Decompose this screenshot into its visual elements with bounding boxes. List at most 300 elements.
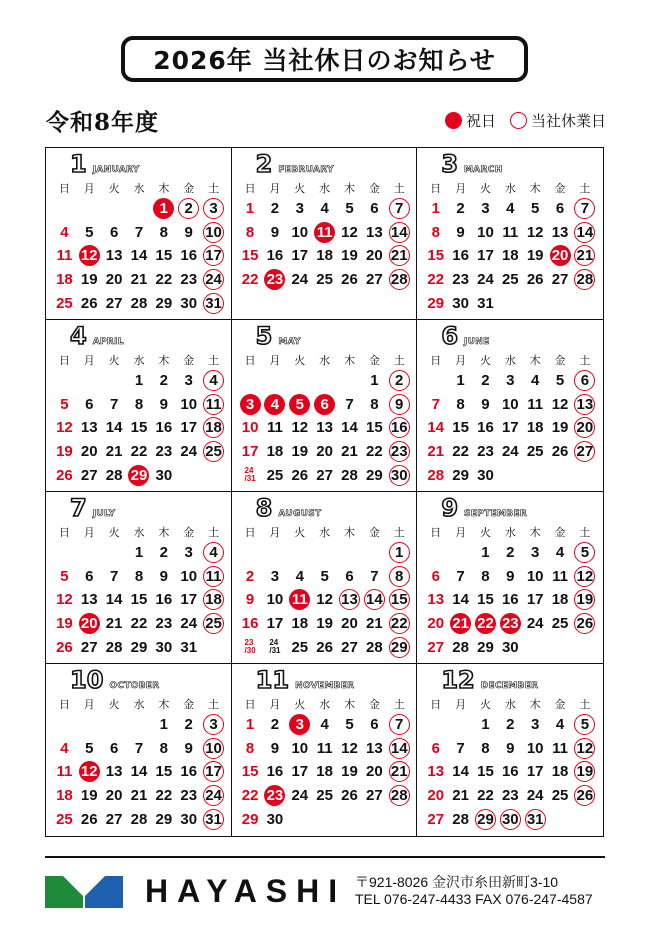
weekday-label: 金: [368, 698, 380, 711]
day-cell: 17: [477, 247, 494, 265]
day-cell: 14: [452, 591, 469, 609]
day-cell: 25: [551, 615, 569, 633]
day-cell: 9: [159, 567, 169, 585]
weekday-header: [423, 352, 597, 368]
weekday-label: 火: [294, 354, 306, 367]
day-cell: 2: [270, 200, 280, 218]
day-cell: 28: [105, 638, 123, 656]
weekday-header: [238, 352, 412, 368]
day-cell: 22: [130, 615, 148, 633]
day-cell: 16: [180, 763, 198, 781]
weekday-label: 金: [368, 182, 380, 195]
weekday-label: 火: [294, 182, 306, 195]
day-cell: 18: [291, 615, 309, 633]
empty-day: [52, 541, 77, 565]
weekday-label: 水: [133, 698, 145, 711]
weekday-label: 水: [319, 354, 331, 367]
day-cell: 24: [291, 787, 309, 805]
day-cell: 27: [427, 810, 445, 828]
day-cell: 22: [387, 612, 412, 636]
day-cell: 2: [506, 544, 515, 562]
day-grid: [423, 197, 597, 315]
day-cell: 27: [80, 638, 98, 656]
day-cell: 8: [431, 223, 440, 241]
empty-day: [287, 369, 312, 393]
day-cell: 12: [526, 223, 544, 241]
day-cell: 23: [387, 440, 412, 464]
day-cell: 14: [105, 591, 123, 609]
day-cell: 11: [552, 739, 568, 757]
day-cell: 18: [266, 443, 284, 461]
day-cell: 1: [481, 716, 490, 734]
month-name: NOVEMBER: [295, 681, 355, 691]
day-cell: 2: [159, 544, 169, 562]
day-cell: 7: [109, 395, 119, 413]
day-cell: 29: [155, 810, 173, 828]
day-cell: 6: [370, 200, 379, 218]
weekday-label: 月: [269, 354, 281, 367]
day-cell: 9: [184, 739, 193, 757]
day-cell: 22: [366, 443, 383, 461]
day-cell: 6: [431, 739, 440, 757]
day-grid: [52, 197, 226, 315]
day-cell: 25: [266, 466, 284, 484]
day-cell: 13: [80, 591, 98, 609]
day-cell: 15: [241, 247, 259, 265]
day-cell: 19: [56, 443, 73, 461]
day-cell: 9: [506, 567, 515, 585]
day-cell: 25: [551, 787, 569, 805]
day-cell: 31: [180, 638, 198, 656]
day-cell: 30: [266, 810, 284, 828]
weekday-label: 月: [83, 698, 95, 711]
empty-day: [52, 713, 77, 737]
day-cell: 8: [134, 567, 144, 585]
weekday-label: 火: [479, 526, 491, 539]
day-grid: [52, 369, 226, 487]
day-cell: 15: [477, 591, 494, 609]
weekday-label: 水: [504, 182, 516, 195]
weekday-label: 土: [393, 182, 405, 195]
day-grid: [423, 713, 597, 831]
day-cell: 2: [481, 372, 490, 390]
day-cell: 6: [312, 393, 337, 417]
day-cell: 11: [287, 588, 312, 612]
day-cell: 7: [109, 567, 119, 585]
weekday-label: 月: [83, 182, 95, 195]
day-cell: 24: [291, 271, 309, 289]
empty-day: [77, 713, 102, 737]
day-cell: 25: [201, 440, 226, 464]
weekday-label: 金: [554, 698, 566, 711]
day-cell: 2: [456, 200, 465, 218]
month-number: 9: [441, 494, 459, 522]
weekday-label: 日: [244, 354, 256, 367]
day-cell: 4: [320, 200, 329, 218]
month-april: [46, 320, 232, 492]
day-cell: 3: [201, 197, 226, 221]
day-cell: 7: [456, 739, 465, 757]
weekday-label: 土: [208, 698, 220, 711]
day-cell: 22: [155, 271, 173, 289]
day-cell: 11: [56, 763, 73, 781]
day-cell: 27: [366, 271, 383, 289]
day-cell: 22: [155, 787, 173, 805]
day-cell: 21: [427, 443, 445, 461]
day-cell: 15: [387, 588, 412, 612]
day-cell: 3: [287, 713, 312, 737]
day-cell: 30: [387, 463, 412, 487]
day-cell: 25: [291, 638, 309, 656]
day-grid: [238, 369, 412, 487]
month-name: AUGUST: [278, 509, 322, 519]
day-cell: 8: [245, 223, 255, 241]
day-cell: 16: [266, 763, 284, 781]
day-cell: 28: [387, 784, 412, 808]
day-cell: 7: [456, 567, 465, 585]
day-cell: 22: [473, 612, 498, 636]
day-cell: 2: [184, 716, 193, 734]
month-number: 4: [70, 322, 87, 350]
weekday-label: 土: [579, 526, 591, 539]
phone-line: TEL 076-247-4433 FAX 076-247-4587: [355, 891, 593, 907]
day-cell: 20: [105, 271, 123, 289]
day-cell: 29: [473, 807, 498, 831]
weekday-label: 水: [504, 354, 516, 367]
calendar-grid: [45, 147, 604, 837]
holiday-dot-icon: [445, 112, 462, 129]
day-cell: 15: [155, 763, 173, 781]
day-cell: 13: [427, 591, 445, 609]
weekday-label: 水: [504, 698, 516, 711]
day-cell: 15: [155, 247, 173, 265]
day-cell: 11: [552, 567, 568, 585]
day-cell: 14: [427, 419, 445, 437]
month-december: [417, 664, 603, 836]
weekday-header: [238, 696, 412, 712]
month-header: [70, 152, 140, 176]
day-cell: 2: [270, 716, 280, 734]
day-cell: 5: [60, 395, 69, 413]
weekday-label: 金: [554, 526, 566, 539]
day-cell: 17: [291, 247, 309, 265]
weekday-label: 木: [344, 182, 355, 195]
day-cell: 4: [201, 541, 226, 565]
day-cell: 3: [270, 567, 280, 585]
day-cell: 6: [555, 200, 565, 218]
day-cell: 5: [345, 716, 354, 734]
day-cell: 30: [155, 638, 173, 656]
weekday-label: 金: [554, 182, 566, 195]
day-cell: 23: [452, 271, 469, 289]
empty-day: [263, 541, 288, 565]
day-cell: 1: [134, 544, 144, 562]
day-cell: 18: [526, 419, 544, 437]
day-cell: 20: [548, 244, 573, 268]
day-cell: 21: [105, 615, 123, 633]
day-cell: 8: [370, 395, 379, 413]
day-cell: 7: [387, 713, 412, 737]
day-cell: 26: [291, 466, 309, 484]
month-number: 5: [255, 322, 273, 350]
day-cell: 21: [387, 244, 412, 268]
day-cell: 19: [572, 588, 597, 612]
day-grid: [238, 197, 412, 291]
day-grid: [423, 541, 597, 659]
empty-day: [127, 197, 152, 221]
day-cell: 22: [130, 443, 148, 461]
weekday-label: 月: [455, 354, 467, 367]
day-cell: 3: [184, 372, 193, 390]
weekday-label: 日: [430, 698, 442, 711]
weekday-header: [52, 696, 226, 712]
weekday-label: 土: [579, 354, 591, 367]
weekday-label: 月: [455, 698, 467, 711]
day-cell: 16: [501, 591, 519, 609]
day-cell: 1: [456, 372, 465, 390]
day-cell: 29: [387, 635, 412, 659]
day-cell: 3: [531, 716, 540, 734]
day-cell: 18: [316, 247, 333, 265]
weekday-label: 日: [58, 526, 70, 539]
day-cell: 18: [201, 416, 226, 440]
day-cell: 16: [241, 615, 259, 633]
day-cell: 26: [572, 784, 597, 808]
day-cell: 25: [56, 810, 73, 828]
day-cell: 12: [551, 395, 569, 413]
hayashi-logo-icon: [45, 876, 123, 908]
weekday-label: 日: [244, 182, 256, 195]
day-cell: 18: [501, 247, 519, 265]
day-cell: 21: [387, 760, 412, 784]
day-cell: 9: [184, 223, 193, 241]
day-cell: 4: [555, 544, 565, 562]
day-cell: 26: [56, 466, 73, 484]
day-cell: 21: [366, 615, 383, 633]
weekday-label: 土: [579, 182, 591, 195]
company-address: [355, 874, 593, 908]
weekday-label: 火: [294, 698, 306, 711]
day-cell: 1: [431, 200, 440, 218]
day-cell: 23: [263, 784, 288, 808]
empty-day: [312, 369, 337, 393]
day-cell: 9: [456, 223, 465, 241]
day-cell: 17: [526, 591, 544, 609]
day-cell: 2: [387, 369, 412, 393]
empty-day: [423, 713, 448, 737]
day-cell: 17: [291, 763, 309, 781]
weekday-label: 月: [269, 526, 281, 539]
day-cell: 19: [341, 763, 358, 781]
weekday-label: 月: [269, 182, 281, 195]
day-cell: 7: [431, 395, 440, 413]
day-cell: 12: [572, 565, 597, 589]
day-cell: 6: [572, 369, 597, 393]
weekday-label: 木: [344, 354, 355, 367]
day-cell: 26: [526, 271, 544, 289]
month-name: JANUARY: [92, 165, 140, 175]
legend-holiday-label: 祝日: [465, 112, 496, 130]
day-cell: 26: [551, 443, 569, 461]
day-cell: 23: [155, 443, 173, 461]
day-cell: 2: [176, 197, 201, 221]
month-name: MAY: [278, 337, 301, 347]
empty-day: [362, 541, 387, 565]
weekday-label: 金: [183, 354, 195, 367]
day-cell: 1: [481, 544, 490, 562]
day-cell: 20: [105, 787, 123, 805]
day-cell: 11: [201, 393, 226, 417]
brand-name: HAYASHI: [145, 873, 347, 909]
weekday-label: 日: [244, 698, 256, 711]
day-cell: 31: [201, 291, 226, 315]
empty-day: [102, 541, 127, 565]
day-cell: 12: [56, 419, 73, 437]
month-february: [232, 148, 418, 320]
day-cell: 23: [263, 268, 288, 292]
day-cell: 19: [526, 247, 544, 265]
day-cell: 31: [523, 807, 548, 831]
weekday-label: 水: [319, 182, 331, 195]
day-cell: 4: [320, 716, 329, 734]
day-cell: 28: [452, 810, 469, 828]
day-grid: [52, 713, 226, 831]
day-cell: 28: [387, 268, 412, 292]
day-cell: 14: [362, 588, 387, 612]
empty-day: [448, 713, 473, 737]
weekday-label: 日: [58, 698, 70, 711]
day-cell: 20: [341, 615, 358, 633]
day-cell: 10: [241, 419, 259, 437]
month-number: 7: [70, 494, 87, 522]
day-cell: 19: [316, 615, 333, 633]
day-cell: 14: [105, 419, 123, 437]
weekday-label: 日: [244, 526, 256, 539]
day-cell: 6: [345, 567, 354, 585]
day-cell: 1: [134, 372, 144, 390]
day-cell: 28: [427, 466, 445, 484]
empty-day: [52, 197, 77, 221]
day-cell: 6: [85, 395, 94, 413]
day-cell: 16: [266, 247, 284, 265]
month-october: [46, 664, 232, 836]
day-cell: 10: [201, 737, 226, 761]
empty-day: [263, 369, 288, 393]
weekday-label: 火: [108, 526, 120, 539]
day-cell: 1: [387, 541, 412, 565]
legend: [445, 110, 606, 131]
weekday-label: 火: [108, 354, 120, 367]
day-cell: 20: [366, 763, 383, 781]
empty-day: [448, 541, 473, 565]
day-cell: 25: [316, 787, 333, 805]
weekday-label: 水: [133, 526, 145, 539]
day-cell: 4: [506, 200, 515, 218]
day-cell: 7: [370, 567, 379, 585]
day-grid: [52, 541, 226, 659]
day-cell: 3: [238, 393, 263, 417]
day-cell: 27: [366, 787, 383, 805]
day-cell: 10: [501, 395, 519, 413]
day-cell: 14: [572, 221, 597, 245]
day-cell: 26: [316, 638, 333, 656]
weekday-header: [238, 180, 412, 196]
day-cell: 22: [241, 787, 259, 805]
weekday-label: 土: [208, 182, 220, 195]
empty-day: [77, 369, 102, 393]
empty-day: [238, 369, 263, 393]
month-name: JUNE: [464, 337, 490, 347]
weekday-label: 金: [368, 526, 380, 539]
day-cell: 6: [431, 567, 440, 585]
day-cell: 30: [180, 294, 198, 312]
day-cell: 14: [341, 419, 358, 437]
weekday-label: 火: [294, 526, 306, 539]
day-cell: 7: [572, 197, 597, 221]
day-cell: 15: [241, 763, 259, 781]
day-cell: 17: [241, 443, 259, 461]
weekday-label: 金: [183, 698, 195, 711]
day-cell: 16: [155, 591, 173, 609]
day-cell: 29: [241, 810, 259, 828]
day-cell: 26: [80, 294, 98, 312]
weekday-label: 木: [529, 182, 541, 195]
day-cell: 28: [130, 294, 148, 312]
day-cell: 24: [526, 787, 544, 805]
weekday-label: 月: [83, 354, 95, 367]
day-cell: 13: [105, 247, 123, 265]
day-cell: 30: [155, 466, 173, 484]
day-cell: 9: [481, 395, 490, 413]
day-cell: 11: [201, 565, 226, 589]
day-cell: 25: [316, 271, 333, 289]
day-cell: 11: [316, 739, 333, 757]
day-cell: 11: [56, 247, 73, 265]
day-cell: 1: [245, 200, 255, 218]
day-cell: 26: [341, 787, 358, 805]
day-cell: 30: [477, 466, 494, 484]
weekday-header: [423, 524, 597, 540]
day-cell: 24: [477, 271, 494, 289]
day-cell: 17: [180, 419, 198, 437]
address-line: 〒921-8026 金沢市糸田新町3-10: [355, 874, 559, 890]
day-cell: 5: [85, 739, 94, 757]
weekday-label: 日: [58, 354, 70, 367]
day-cell: 16: [452, 247, 469, 265]
month-name: OCTOBER: [109, 681, 160, 691]
day-cell: 8: [159, 223, 169, 241]
weekday-label: 月: [455, 182, 467, 195]
empty-day: [287, 541, 312, 565]
weekday-label: 月: [455, 526, 467, 539]
weekday-label: 土: [393, 526, 405, 539]
day-cell: 13: [366, 223, 383, 241]
day-cell: 19: [341, 247, 358, 265]
month-header: [70, 668, 160, 692]
day-cell: 18: [56, 271, 73, 289]
day-cell: 17: [501, 419, 519, 437]
day-cell: 21: [105, 443, 123, 461]
day-cell: 23: [477, 443, 494, 461]
day-cell: 31: [477, 294, 494, 312]
day-cell: 26: [56, 638, 73, 656]
day-cell: 11: [502, 223, 519, 241]
day-cell: 7: [345, 395, 354, 413]
day-cell: 18: [316, 763, 333, 781]
day-cell: 14: [387, 221, 412, 245]
day-cell: 10: [477, 223, 494, 241]
day-cell: 28: [130, 810, 148, 828]
